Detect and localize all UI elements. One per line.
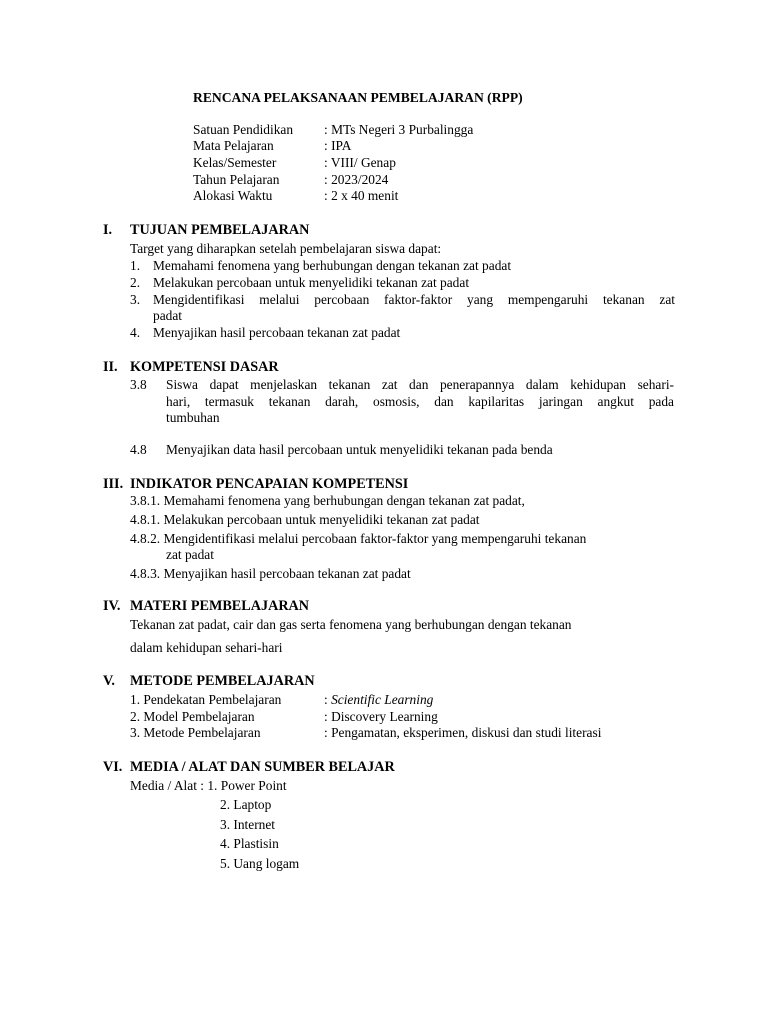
materi-text: Tekanan zat padat, cair dan gas serta fenomena yang berhubungan dengan tekanan (130, 617, 572, 632)
identity-value: : MTs Negeri 3 Purbalingga (324, 122, 474, 137)
list-item: Mengidentifikasi melalui percobaan faktor-faktor yang mempengaruhi tekanan zat (153, 292, 675, 307)
kd-text: tumbuhan (166, 410, 220, 425)
media-item: 5. Uang logam (220, 856, 300, 871)
metode-label: 3. Metode Pembelajaran (130, 725, 261, 740)
metode-value (324, 692, 433, 709)
identity-value: : 2023/2024 (324, 172, 389, 187)
media-item: 2. Laptop (220, 797, 272, 812)
list-item-number: 2. (130, 275, 141, 290)
media-item: 3. Internet (220, 817, 276, 832)
metode-value: : Pengamatan, eksperimen, diskusi dan studi literasi (324, 725, 602, 740)
list-item-continuation: padat (153, 308, 182, 323)
section-number: I. (103, 222, 113, 238)
identity-value: : 2 x 40 menit (324, 188, 399, 203)
section-number: VI. (103, 759, 123, 775)
section-title: MATERI PEMBELAJARAN (130, 598, 310, 614)
list-item-number: 1. (130, 258, 141, 273)
identity-label: Kelas/Semester (193, 155, 277, 170)
section-title: MEDIA / ALAT DAN SUMBER BELAJAR (130, 759, 395, 775)
section-number: IV. (103, 598, 121, 614)
kd-text: hari, termasuk tekanan darah, osmosis, dan kapilaritas jaringan angkut pada (166, 394, 674, 409)
list-item: Memahami fenomena yang berhubungan dengan tekanan zat padat (153, 258, 512, 273)
indicator-item: 4.8.1. Melakukan percobaan untuk menyelidiki tekanan zat padat (130, 512, 480, 527)
materi-text: dalam kehidupan sehari-hari (130, 640, 283, 655)
identity-label: Tahun Pelajaran (193, 172, 280, 187)
kd-text: Menyajikan data hasil percobaan untuk menyelidiki tekanan pada benda (166, 442, 553, 457)
section-number: V. (103, 673, 115, 689)
identity-label: Alokasi Waktu (193, 188, 273, 203)
media-item: 4. Plastisin (220, 836, 279, 851)
metode-label: 1. Pendekatan Pembelajaran (130, 692, 282, 707)
identity-value: : VIII/ Genap (324, 155, 396, 170)
section-number: III. (103, 476, 124, 492)
section-title: METODE PEMBELAJARAN (130, 673, 315, 689)
media-lead: Media / Alat : 1. Power Point (130, 778, 287, 793)
list-item-number: 4. (130, 325, 141, 340)
section-title: TUJUAN PEMBELAJARAN (130, 222, 310, 238)
identity-label: Mata Pelajaran (193, 138, 274, 153)
metode-label: 2. Model Pembelajaran (130, 709, 255, 724)
list-item-number: 3. (130, 292, 141, 307)
document-title: RENCANA PELAKSANAAN PEMBELAJARAN (RPP) (193, 90, 523, 105)
indicator-item: 4.8.3. Menyajikan hasil percobaan tekanan zat padat (130, 566, 411, 581)
metode-value-colon: : (324, 692, 332, 707)
metode-value-italic: Scientific Learning (331, 692, 434, 707)
indicator-item: 4.8.2. Mengidentifikasi melalui percobaan faktor-faktor yang mempengaruhi tekanan (130, 531, 587, 546)
kd-number: 3.8 (130, 377, 147, 392)
kd-number: 4.8 (130, 442, 147, 457)
indicator-item: 3.8.1. Memahami fenomena yang berhubungan dengan tekanan zat padat, (130, 493, 525, 508)
list-item: Menyajikan hasil percobaan tekanan zat padat (153, 325, 401, 340)
identity-label: Satuan Pendidikan (193, 122, 294, 137)
list-item: Melakukan percobaan untuk menyelidiki tekanan zat padat (153, 275, 470, 290)
section-number: II. (103, 359, 118, 375)
identity-value: : IPA (324, 138, 352, 153)
section-title: INDIKATOR PENCAPAIAN KOMPETENSI (130, 476, 409, 492)
indicator-item-continuation: zat padat (166, 547, 214, 562)
kd-text: Siswa dapat menjelaskan tekanan zat dan penerapannya dalam kehidupan sehari- (166, 377, 674, 392)
section-intro: Target yang diharapkan setelah pembelajaran siswa dapat: (130, 241, 442, 256)
metode-value: : Discovery Learning (324, 709, 438, 724)
section-title: KOMPETENSI DASAR (130, 359, 279, 375)
